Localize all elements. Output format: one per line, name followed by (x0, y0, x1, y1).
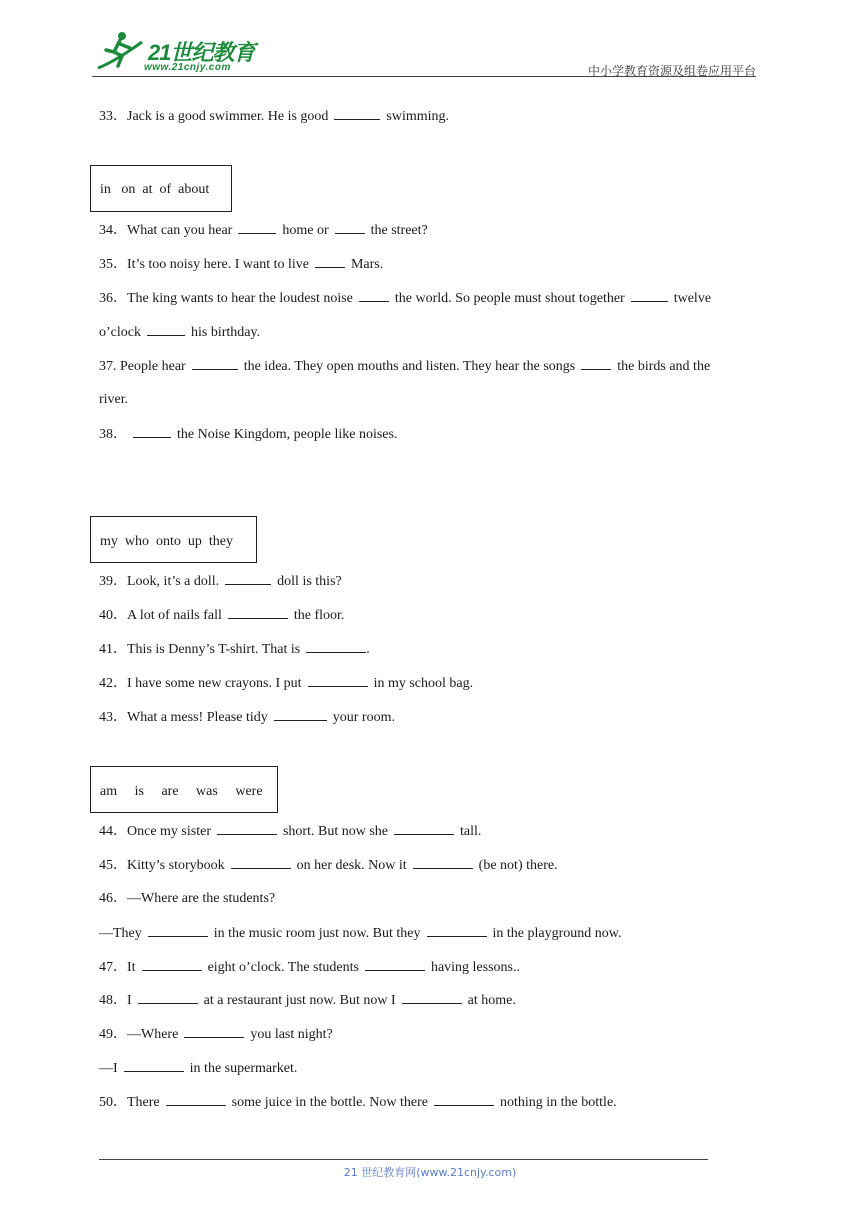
question-41: 41．This is Denny’s T-shirt. That is . (99, 642, 370, 657)
question-40: 40．A lot of nails fall the floor. (99, 608, 345, 623)
answer-blank[interactable] (124, 1059, 184, 1072)
answer-blank[interactable] (147, 323, 185, 336)
word-option: at (142, 182, 153, 197)
answer-blank[interactable] (166, 1093, 226, 1106)
answer-blank[interactable] (427, 924, 487, 937)
question-36-cont: o’clock his birthday. (99, 325, 261, 340)
logo-text: 21世纪教育 (148, 40, 255, 65)
word-box-3 (90, 766, 278, 813)
word-option: of (159, 182, 172, 197)
answer-blank[interactable] (315, 255, 345, 268)
answer-blank[interactable] (274, 708, 327, 721)
question-37: 37. People hear the idea. They open mouths and listen. They hear the songs the birds and the (99, 359, 711, 374)
answer-blank[interactable] (334, 107, 380, 120)
answer-blank[interactable] (413, 856, 473, 869)
word-option: in (100, 182, 111, 197)
header-title: 中小学教育资源及组卷应用平台 (587, 64, 756, 78)
answer-blank[interactable] (228, 606, 288, 619)
answer-blank[interactable] (306, 640, 366, 653)
question-46: 46．—Where are the students? (99, 891, 276, 906)
word-option: were (235, 784, 263, 799)
logo-url: www.21cnjy.com (144, 62, 231, 73)
word-option: is (134, 784, 144, 799)
answer-blank[interactable] (308, 674, 368, 687)
question-33: 33．Jack is a good swimmer. He is good swimming. (99, 109, 450, 124)
question-38: 38． the Noise Kingdom, people like noises. (99, 427, 398, 442)
word-option: are (161, 784, 179, 799)
question-49: 49．—Where you last night? (99, 1027, 333, 1042)
header-divider (92, 76, 756, 77)
word-option: was (196, 784, 218, 799)
answer-blank[interactable] (365, 958, 425, 971)
word-option: they (208, 534, 234, 549)
question-35: 35．It’s too noisy here. I want to live Mars. (99, 257, 384, 272)
word-option: on (121, 182, 136, 197)
answer-blank[interactable] (225, 572, 271, 585)
question-42: 42．I have some new crayons. I put in my school bag. (99, 676, 474, 691)
word-option: who (124, 534, 150, 549)
word-box-2 (90, 516, 257, 563)
word-option: am (100, 784, 118, 799)
answer-blank[interactable] (359, 289, 389, 302)
answer-blank[interactable] (138, 991, 198, 1004)
question-46-answer: —They in the music room just now. But they in the playground now. (99, 926, 622, 941)
question-50: 50．There some juice in the bottle. Now there nothing in the bottle. (99, 1095, 617, 1110)
runner-logo-icon (92, 28, 148, 74)
answer-blank[interactable] (217, 822, 277, 835)
answer-blank[interactable] (192, 357, 238, 370)
word-option: about (178, 182, 210, 197)
question-39: 39．Look, it’s a doll. doll is this? (99, 574, 342, 589)
footer-divider (99, 1159, 708, 1160)
answer-blank[interactable] (238, 221, 276, 234)
answer-blank[interactable] (394, 822, 454, 835)
question-44: 44．Once my sister short. But now she tall. (99, 824, 482, 839)
answer-blank[interactable] (335, 221, 365, 234)
answer-blank[interactable] (631, 289, 668, 302)
word-option: onto (156, 534, 181, 549)
answer-blank[interactable] (133, 425, 171, 438)
question-49-answer: —I in the supermarket. (99, 1061, 298, 1076)
question-34: 34．What can you hear home or the street? (99, 223, 428, 238)
word-option: up (187, 534, 202, 549)
page-footer: 21 世纪教育网(www.21cnjy.com) (343, 1166, 517, 1179)
answer-blank[interactable] (581, 357, 611, 370)
word-box-1 (90, 165, 232, 212)
answer-blank[interactable] (184, 1025, 244, 1038)
question-45: 45．Kitty’s storybook on her desk. Now it (be not) there. (99, 858, 558, 873)
question-37-cont: river. (99, 392, 129, 407)
question-36: 36．The king wants to hear the loudest noise the world. So people must shout together twelve (99, 291, 712, 306)
question-48: 48．I at a restaurant just now. But now I at home. (99, 993, 516, 1008)
answer-blank[interactable] (402, 991, 462, 1004)
answer-blank[interactable] (434, 1093, 494, 1106)
question-47: 47．It eight o’clock. The students having lessons.. (99, 960, 520, 975)
page-header (92, 28, 756, 78)
word-option: my (100, 534, 118, 549)
answer-blank[interactable] (231, 856, 291, 869)
logo (92, 28, 262, 76)
answer-blank[interactable] (142, 958, 202, 971)
answer-blank[interactable] (148, 924, 208, 937)
question-43: 43．What a mess! Please tidy your room. (99, 710, 395, 725)
